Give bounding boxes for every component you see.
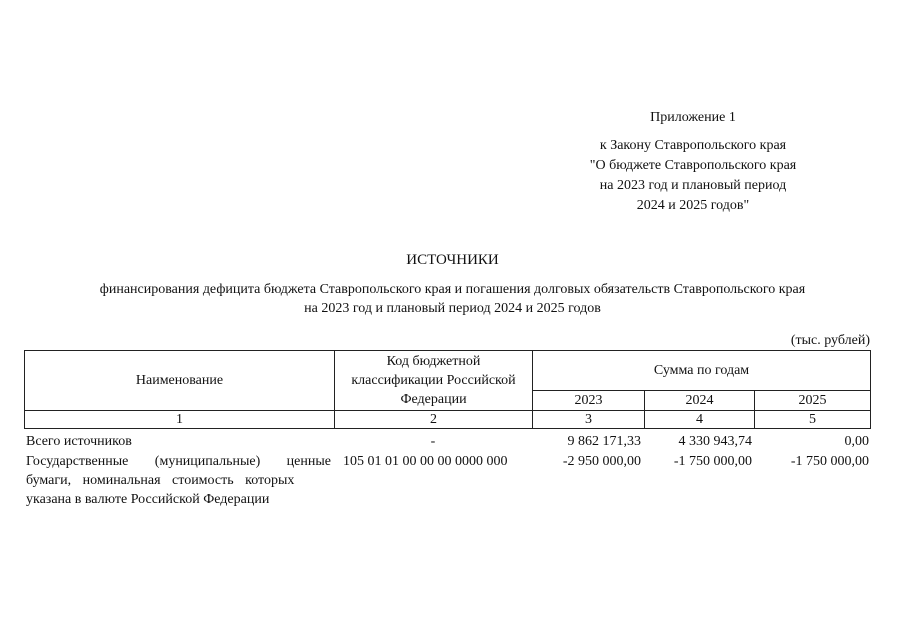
row-total-value-2025: 0,00	[844, 434, 869, 449]
row-securities-name-line-3: указана в валюте Российской Федерации	[26, 492, 270, 507]
column-number-2: 2	[335, 411, 533, 429]
header-name: Наименование	[25, 351, 335, 411]
header-code-line-3: Федерации	[400, 392, 467, 407]
document-title: ИСТОЧНИКИ	[406, 252, 499, 268]
row-securities-value-2025: -1 750 000,00	[790, 454, 869, 469]
appendix-line-2: "О бюджете Ставропольского края	[589, 158, 797, 173]
document-subtitle-line-1: финансирования дефицита бюджета Ставропольского края и погашения долговых обязательств Ставропольского края	[99, 282, 806, 297]
row-total-code: -	[430, 434, 436, 449]
header-code-line-1: Код бюджетной	[386, 354, 481, 369]
row-securities-value-2023: -2 950 000,00	[562, 454, 641, 469]
row-securities-name-line-1: Государственные (муниципальные) ценные	[26, 454, 331, 469]
row-total-name: Всего источников	[26, 434, 132, 449]
sources-table	[24, 350, 871, 429]
appendix-line-1: к Закону Ставропольского края	[599, 138, 787, 153]
appendix-title: Приложение 1	[650, 110, 736, 125]
header-code-line-2: классификации Российской	[351, 373, 516, 388]
appendix-line-4: 2024 и 2025 годов"	[636, 198, 750, 213]
row-securities-name-line-2: бумаги, номинальная стоимость которых	[26, 473, 295, 488]
column-number-3: 3	[533, 411, 645, 429]
column-number-5: 5	[755, 411, 871, 429]
header-year-2025: 2025	[755, 391, 871, 411]
row-securities-code: 105 01 01 00 00 00 0000 000	[343, 454, 508, 469]
row-total-value-2024: 4 330 943,74	[678, 434, 752, 449]
header-code	[335, 351, 533, 411]
row-total-value-2023: 9 862 171,33	[567, 434, 641, 449]
header-sum: Сумма по годам	[533, 351, 871, 391]
header-year-2024: 2024	[645, 391, 755, 411]
row-securities-value-2024: -1 750 000,00	[673, 454, 752, 469]
document-subtitle-line-2: на 2023 год и плановый период 2024 и 2025 годов	[304, 301, 601, 316]
column-number-1: 1	[25, 411, 335, 429]
row-securities-name	[26, 452, 331, 509]
appendix-line-3: на 2023 год и плановый период	[599, 178, 787, 193]
column-number-4: 4	[645, 411, 755, 429]
units-label: (тыс. рублей)	[790, 333, 870, 348]
header-year-2023: 2023	[533, 391, 645, 411]
